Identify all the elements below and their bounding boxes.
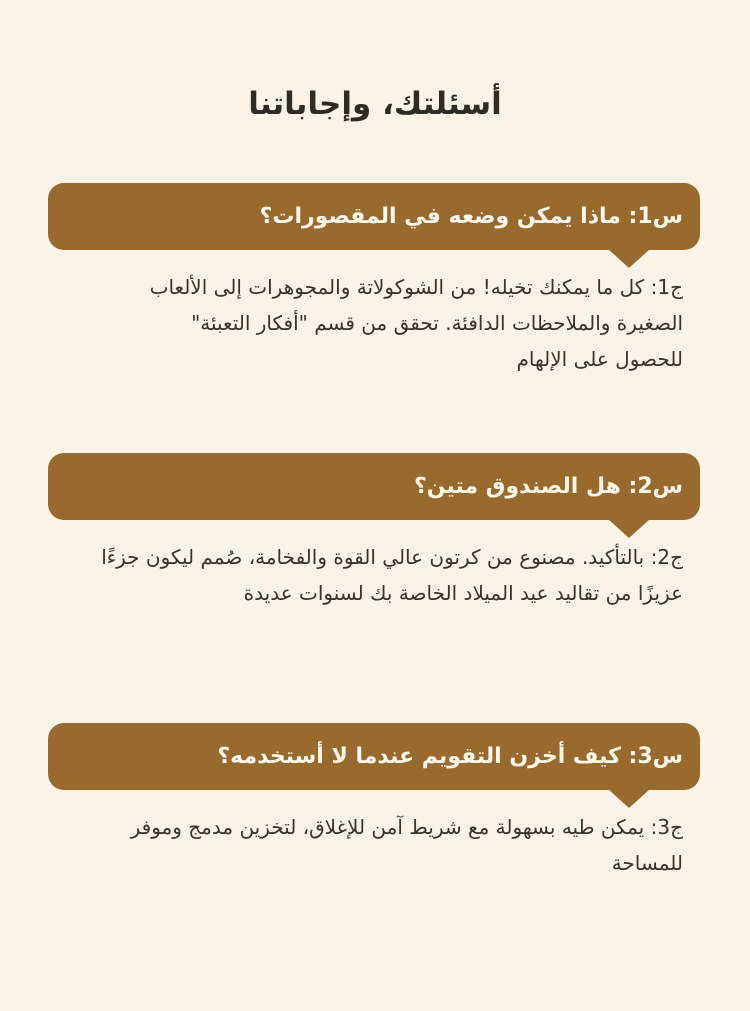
answer-1: [0, 269, 750, 377]
answer-line: ج2: بالتأكيد. مصنوع من كرتون عالي القوة والفخامة، صُمم ليكون جزءًا: [101, 545, 683, 569]
speech-tail-icon: [608, 519, 650, 538]
answer-2: [0, 539, 750, 611]
speech-tail-icon: [608, 249, 650, 268]
question-text-2: س2: هل الصندوق متين؟: [414, 474, 683, 499]
question-bar-1: [48, 183, 700, 250]
answer-line: للحصول على الإلهام: [516, 347, 683, 371]
page-title: أسئلتك، وإجاباتنا: [248, 86, 502, 122]
answer-line: الصغيرة والملاحظات الدافئة. تحقق من قسم "أفكار التعبئة": [191, 311, 683, 335]
faq-sections: [0, 183, 750, 993]
faq-section-2: [0, 453, 750, 723]
answer-line: للمساحة: [611, 851, 683, 875]
answer-line: ج1: كل ما يمكنك تخيله! من الشوكولاتة والمجوهرات إلى الألعاب: [149, 275, 683, 299]
answer-3: [0, 809, 750, 881]
answer-line: ج3: يمكن طيه بسهولة مع شريط آمن للإغلاق، لتخزين مدمج وموفر: [130, 815, 683, 839]
faq-section-3: [0, 723, 750, 993]
question-bar-2: [48, 453, 700, 520]
faq-section-1: [0, 183, 750, 453]
answer-line: عزيزًا من تقاليد عيد الميلاد الخاصة بك لسنوات عديدة: [243, 581, 683, 605]
speech-tail-icon: [608, 789, 650, 808]
question-text-3: س3: كيف أخزن التقويم عندما لا أستخدمه؟: [217, 744, 683, 769]
question-bar-3: [48, 723, 700, 790]
question-text-1: س1: ماذا يمكن وضعه في المقصورات؟: [259, 204, 683, 229]
